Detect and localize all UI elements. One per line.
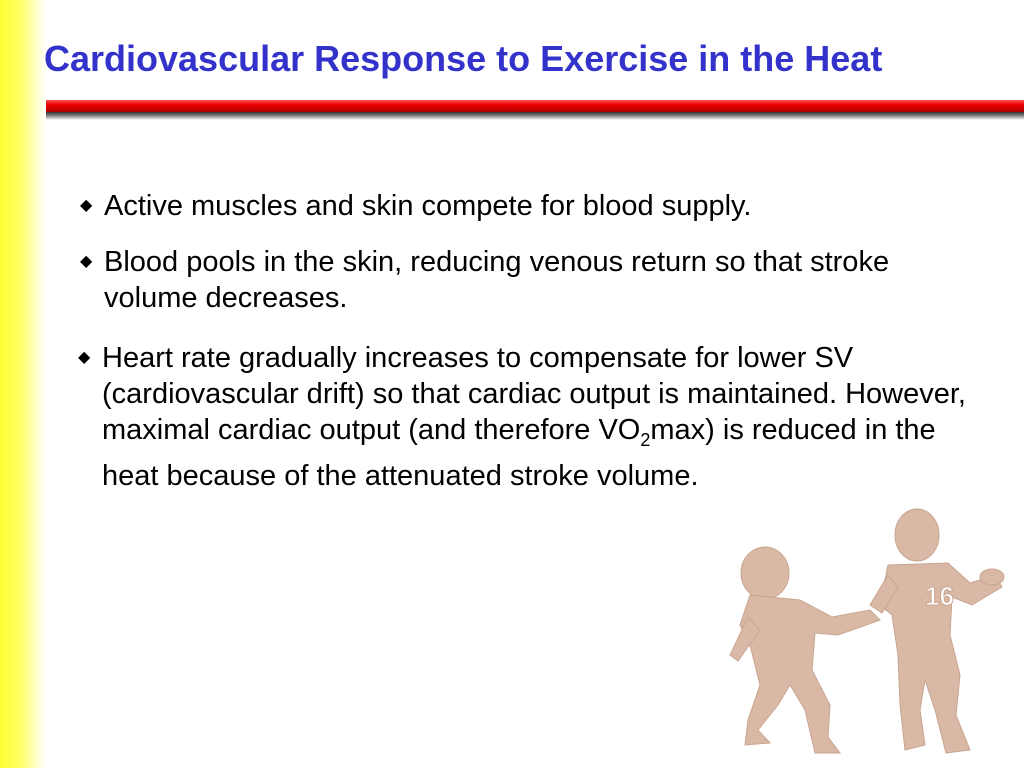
bullet-text: Active muscles and skin compete for blood supply. [104,190,752,222]
vo2-subscript: 2 [640,429,651,450]
diamond-bullet-icon: ◆ [78,349,91,366]
bullet-text: Blood pools in the skin, reducing venous return so that stroke volume decreases. [104,246,890,314]
bullet-item [80,244,960,316]
red-rule-bar [46,100,1024,112]
bullet-text-part: Heart rate gradually increases to compensate for lower SV (cardiovascular drift) so that cardiac output is maintained. However, maximal cardiac output (and therefore VO [102,342,966,446]
bullet-text [102,340,978,494]
left-accent-band [0,0,46,768]
jersey-number: 16 [925,581,954,611]
rule-shadow [46,112,1024,120]
bullet-item [78,340,978,494]
slide-title: Cardiovascular Response to Exercise in the Heat [44,38,883,79]
diamond-bullet-icon: ◆ [80,197,93,214]
football-players-icon [720,505,1010,760]
bullet-text-part: max) is reduced in the heat because of the attenuated stroke volume. [102,414,936,492]
quarterback-figure [870,509,1004,753]
bullet-item [80,188,960,224]
title-underline-rule [46,100,1024,122]
diamond-bullet-icon: ◆ [80,253,93,270]
crouching-player-figure [730,547,880,753]
